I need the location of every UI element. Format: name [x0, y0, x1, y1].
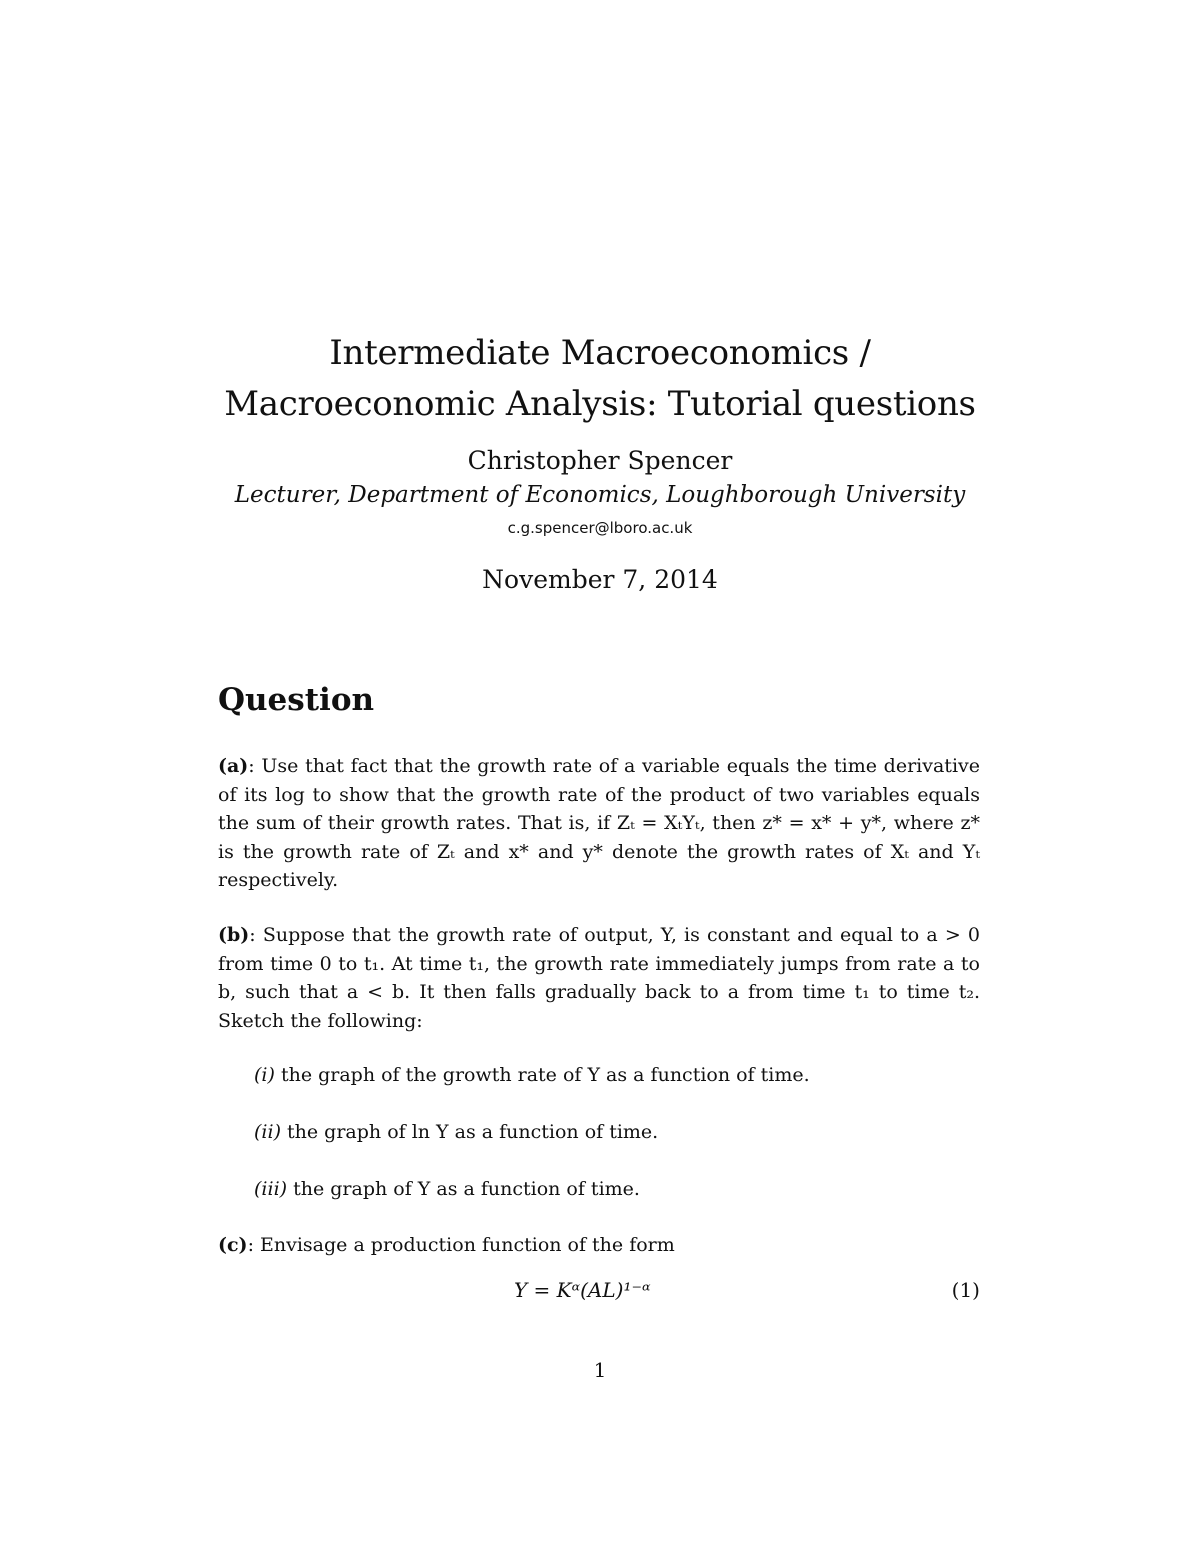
question-part-b — [218, 921, 980, 1035]
item-ii-text: the graph of ln Y as a function of time. — [280, 1120, 659, 1143]
item-iii-text: the graph of Y as a function of time. — [287, 1177, 640, 1200]
author-name: Christopher Spencer — [467, 446, 733, 475]
page-number: 1 — [593, 1358, 607, 1382]
part-a-text: : Use that fact that the growth rate of a variable equals the time derivative of its log to show that the growth rate of the product of two variables equals the sum of their growth rates. That is, if Zₜ = XₜYₜ, then z* = x* + y*, where z* is the growth rate of Zₜ and x* and y* denote the growth rates of Xₜ and Yₜ respectively. — [218, 755, 980, 892]
section-title: Question — [218, 682, 375, 718]
document-title-line-2: Macroeconomic Analysis: Tutorial questions — [224, 384, 976, 424]
item-i-label: (i) — [254, 1064, 275, 1087]
part-c-label: (c) — [218, 1234, 248, 1257]
part-b-item-iii — [254, 1175, 980, 1204]
document-body — [218, 676, 980, 1318]
author-email: c.g.spencer@lboro.ac.uk — [507, 519, 693, 537]
document-date: November 7, 2014 — [482, 565, 718, 594]
title-block — [0, 328, 1200, 600]
part-a-label: (a) — [218, 755, 249, 777]
part-c-text: : Envisage a production function of the form — [247, 1234, 675, 1257]
equation-number: (1) — [951, 1277, 980, 1302]
equation-body: Y = Kᵅ(AL)¹⁻ᵅ — [514, 1277, 651, 1302]
document-title-line-1: Intermediate Macroeconomics / — [329, 333, 871, 373]
item-ii-label: (ii) — [254, 1120, 281, 1143]
author-affiliation: Lecturer, Department of Economics, Loughborough University — [234, 482, 966, 508]
part-b-item-ii — [254, 1118, 980, 1147]
part-b-label: (b) — [218, 923, 250, 946]
question-part-c — [218, 1231, 980, 1260]
part-b-item-i — [254, 1061, 980, 1090]
item-iii-label: (iii) — [254, 1177, 288, 1200]
part-b-text: : Suppose that the growth rate of output, Y, is constant and equal to a > 0 from time 0 to t₁. At time t₁, the growth rate immediately jumps from rate a to b, such that a < b. It then falls gradually back to a from time t₁ to time t₂. Sketch the following: — [218, 923, 980, 1032]
item-i-text: the graph of the growth rate of Y as a function of time. — [274, 1064, 810, 1087]
production-function-equation — [218, 1278, 980, 1318]
question-part-a — [218, 752, 980, 895]
